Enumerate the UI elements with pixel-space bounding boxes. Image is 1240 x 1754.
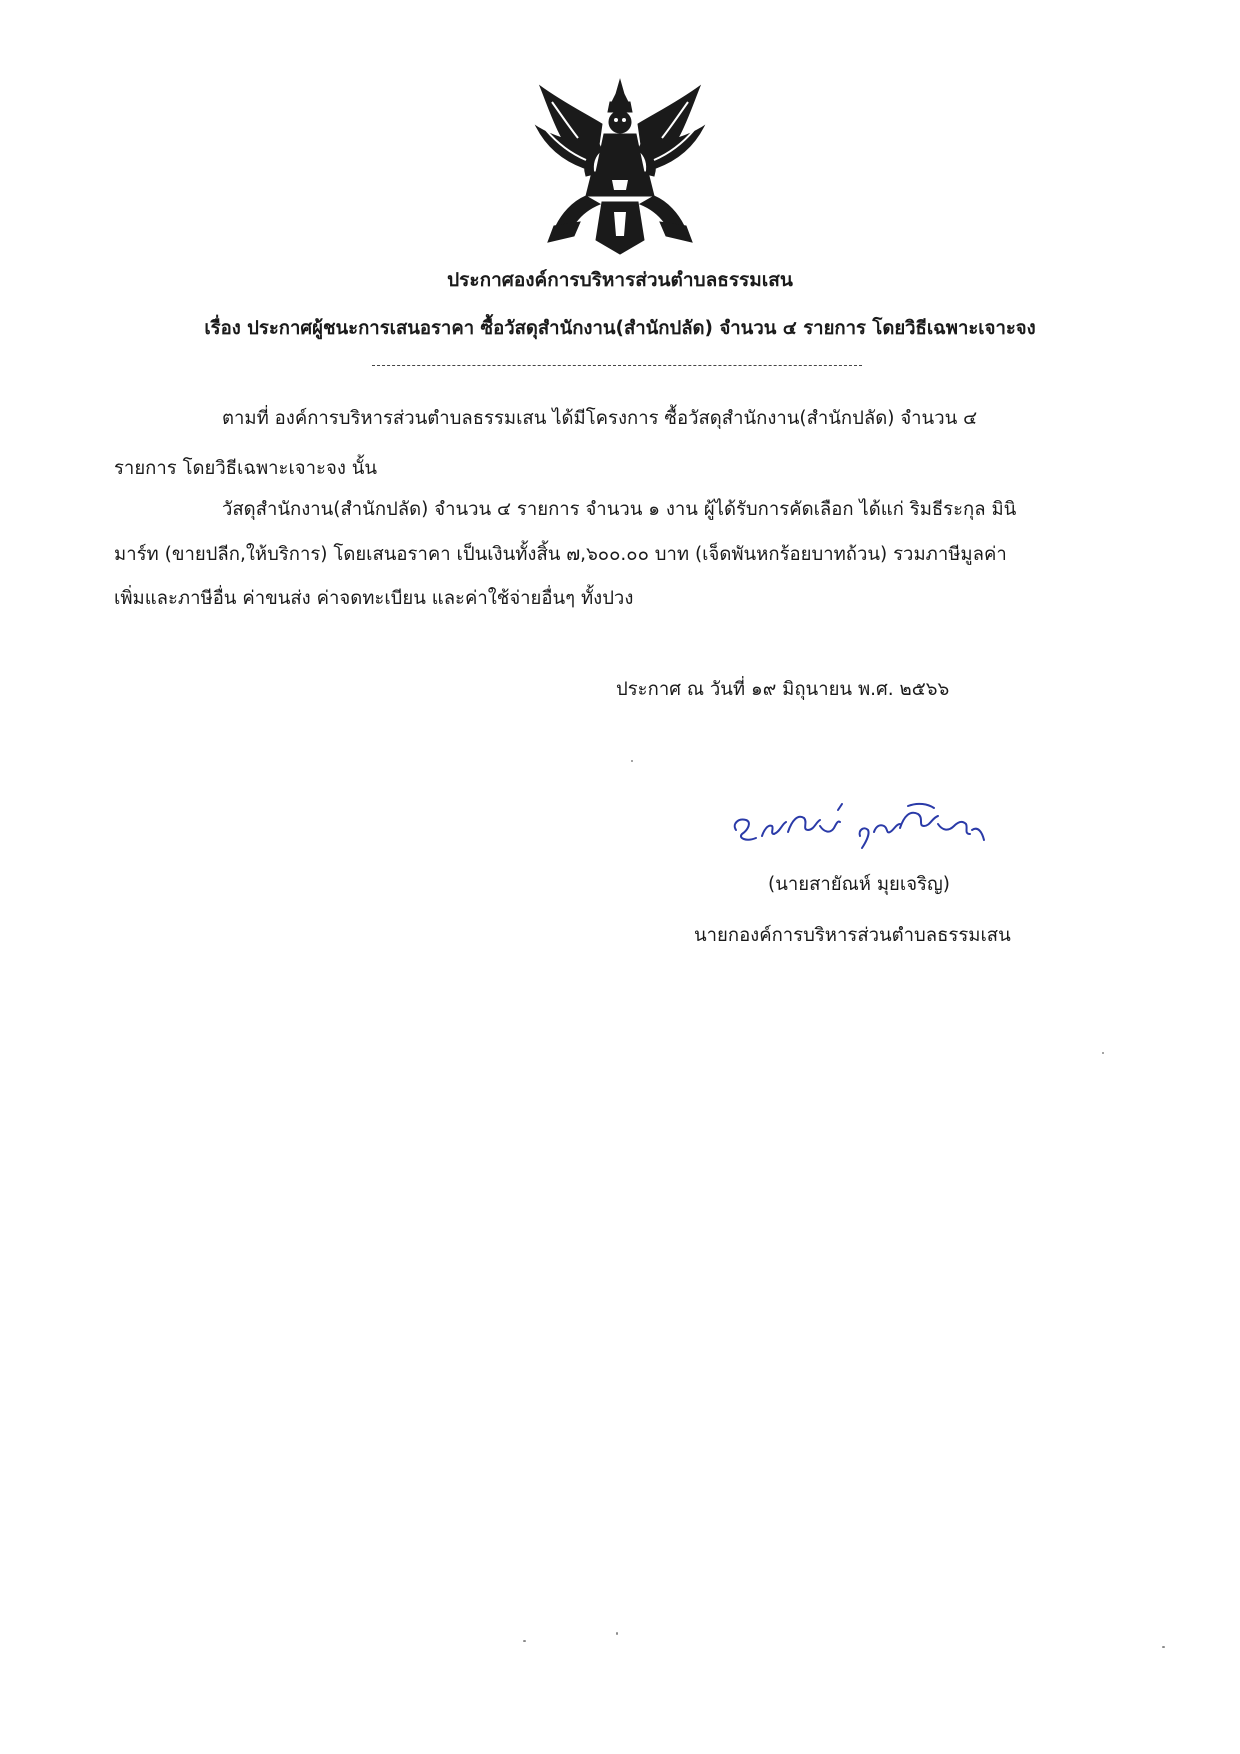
- paragraph-2-line-2: มาร์ท (ขายปลีก,ให้บริการ) โดยเสนอราคา เป็นเงินทั้งสิ้น ๗,๖๐๐.๐๐ บาท (เจ็ดพันหกร้อยบาทถ้วน) รวมภาษีมูลค่า: [114, 544, 1007, 565]
- scan-speck: [1162, 1646, 1165, 1648]
- garuda-emblem-icon: [532, 72, 708, 260]
- scan-speck: [1102, 1052, 1104, 1054]
- paragraph-2-line-1: วัสดุสำนักงาน(สำนักปลัด) จำนวน ๔ รายการ จำนวน ๑ งาน ผู้ได้รับการคัดเลือก ได้แก่ ริมธีระกุล มินิ: [222, 499, 1017, 520]
- signer-position: นายกองค์การบริหารส่วนตำบลธรรมเสน: [694, 925, 1011, 946]
- title-divider: [372, 365, 862, 366]
- paragraph-2-line-3: เพิ่มและภาษีอื่น ค่าขนส่ง ค่าจดทะเบียน และค่าใช้จ่ายอื่นๆ ทั้งปวง: [114, 588, 634, 609]
- scan-speck: [616, 1632, 618, 1635]
- paragraph-1-line-1: ตามที่ องค์การบริหารส่วนตำบลธรรมเสน ได้มีโครงการ ซื้อวัสดุสำนักงาน(สำนักปลัด) จำนวน ๔: [222, 408, 978, 429]
- scan-speck: [631, 760, 633, 762]
- document-subject: เรื่อง ประกาศผู้ชนะการเสนอราคา ซื้อวัสดุสำนักงาน(สำนักปลัด) จำนวน ๔ รายการ โดยวิธีเฉพาะเจาะจง: [204, 318, 1036, 339]
- announcement-date: ประกาศ ณ วันที่ ๑๙ มิถุนายน พ.ศ. ๒๕๖๖: [616, 679, 950, 700]
- document-title: ประกาศองค์การบริหารส่วนตำบลธรรมเสน: [447, 269, 793, 291]
- paragraph-1-line-2: รายการ โดยวิธีเฉพาะเจาะจง นั้น: [114, 458, 378, 479]
- scan-speck: [523, 1640, 526, 1642]
- signer-name: (นายสายัณห์ มุยเจริญ): [768, 874, 950, 895]
- signature-icon: [728, 796, 1000, 856]
